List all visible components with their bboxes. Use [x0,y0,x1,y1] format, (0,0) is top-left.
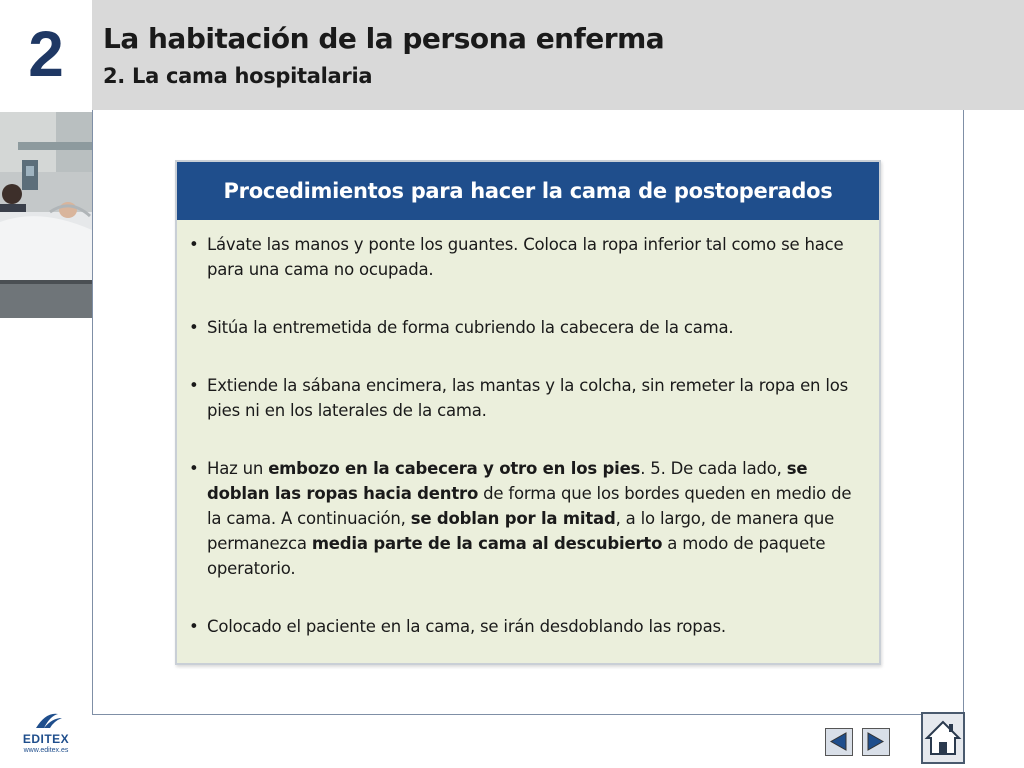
logo-url: www.editex.es [23,747,69,754]
page-title: La habitación de la persona enferma [103,22,665,55]
house-icon [923,714,963,762]
procedure-step [185,373,869,423]
triangle-left-icon [826,729,851,754]
procedure-step [185,614,869,639]
step-text-bold: media parte de la cama al descubierto [311,534,663,553]
step-text: a modo de paquete operatorio. [207,534,826,578]
step-text-bold: se doblan las ropas hacia dentro [207,459,808,503]
procedure-card [175,160,881,665]
procedure-steps-list [185,232,869,672]
step-text: de forma que los bordes queden en medio de la cama. A continuación, [207,484,852,528]
step-text: . 5. De cada lado, [640,459,787,478]
step-text: Extiende la sábana encimera, las mantas y la colcha, sin remeter la ropa en los pies ni en los laterales de la cama. [207,376,849,420]
editex-logo[interactable] [14,710,78,762]
step-text: Haz un [207,459,269,478]
triangle-right-icon [863,729,888,754]
page-subtitle: 2. La cama hospitalaria [103,64,373,88]
step-text-bold: se doblan por la mitad [410,509,616,528]
procedure-step [185,315,869,340]
step-text: , a lo largo, de manera que permanezca [207,509,835,553]
step-text: Sitúa la entremetida de forma cubriendo la cabecera de la cama. [207,318,734,337]
card-heading: Procedimientos para hacer la cama de postoperados [177,162,879,220]
hospital-room-photo [0,112,92,318]
chapter-number: 2 [28,18,64,90]
logo-text: EDITEX [22,732,70,746]
previous-slide-button[interactable] [825,728,853,756]
next-slide-button[interactable] [862,728,890,756]
editex-swoosh-icon [14,710,78,732]
step-text-bold: embozo en la cabecera y otro en los pies [268,459,641,478]
procedure-step [185,232,869,282]
procedure-step [185,456,869,581]
home-button[interactable] [921,712,965,764]
step-text: Colocado el paciente en la cama, se irán desdoblando las ropas. [207,617,726,636]
step-text: Lávate las manos y ponte los guantes. Coloca la ropa inferior tal como se hace para una cama no ocupada. [207,235,844,279]
